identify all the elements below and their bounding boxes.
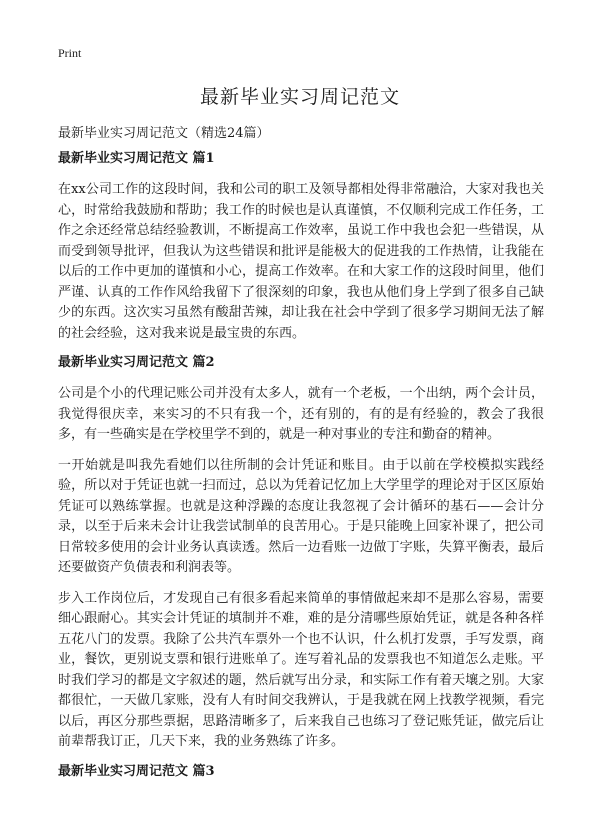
- section-1: [58, 150, 544, 344]
- section-heading: 最新毕业实习周记范文 篇2: [58, 355, 215, 370]
- paragraph: 一开始就是叫我先看她们以往所制的会计凭证和账目。由于以前在学校模拟实践经验，所以对于凭证也就一扫而过，总以为凭着记忆加上大学里学的理论对于区区原始凭证可以熟练掌握。也就是这种浮躁的态度让我忽视了会计循环的基石——会计分录，以至于后来未会计让我尝试制单的良苦用心。于是只能晚上回家补课了，把公司日常较多使用的会计业务认真读透。然后一边看账一边做丁字账，失算平衡表，最后还要做资产负债表和利润表等。: [58, 457, 544, 575]
- section-2: [58, 354, 544, 753]
- section-heading: 最新毕业实习周记范文 篇3: [58, 763, 215, 779]
- section-heading: 最新毕业实习周记范文 篇1: [58, 151, 215, 166]
- section-3: [58, 763, 544, 781]
- paragraph: 步入工作岗位后，才发现自己有很多看起来简单的事情做起来却不是那么容易，需要细心跟耐心。其实会计凭证的填制并不难，难的是分清哪些原始凭证，就是各种各样五花八门的发票。我除了公共汽车票外一个也不认识，什么机打发票，手写发票，商业，餐饮，更别说支票和银行进账单了。连写着礼品的发票我也不知道怎么走账。平时我们学习的都是文字叙述的题，然后就写出分录，和实际工作有着天壤之别。大家都很忙，一天做几家账，没有人有时间交我辨认，于是我就在网上找教学视频，看完以后，再区分那些票据，思路清晰多了，后来我自己也练习了登记账凭证，做完后让前辈帮我订正，几天下来，我的业务熟练了许多。: [58, 590, 544, 749]
- document-body: [58, 150, 544, 793]
- document-subtitle: 最新毕业实习周记范文（精选24篇）: [58, 126, 270, 141]
- paragraph: 公司是个小的代理记账公司并没有太多人，就有一个老板，一个出纳，两个会计员，我觉得很庆幸，来实习的不只有我一个，还有别的，有的是有经验的，教会了我很多，有一些确实是在学校里学不到的，就是一种对事业的专注和勤奋的精神。: [58, 386, 544, 442]
- page-title: 最新毕业实习周记范文: [199, 86, 400, 108]
- paragraph: 在xx公司工作的这段时间，我和公司的职工及领导都相处得非常融洽，大家对我也关心，时常给我鼓励和帮助；我工作的时候也是认真谨慎，不仅顺利完成工作任务，工作之余还经常总结经验教训，不断提高工作效率，虽说工作中我也会犯一些错误，从而受到领导批评，但我认为这些错误和批评是能极大的促进我的工作热情，让我能在以后的工作中更加的谨慎和小心，提高工作效率。在和大家工作的这段时间里，他们严谨、认真的工作作风给我留下了很深刻的印象，我也从他们身上学到了很多自己缺少的东西。这次实习虽然有酸甜苦辣，却让我在社会中学到了很多学习期间无法了解的社会经验，这对我来说是最宝贵的东西。: [58, 182, 544, 341]
- print-label[interactable]: Print: [58, 46, 82, 60]
